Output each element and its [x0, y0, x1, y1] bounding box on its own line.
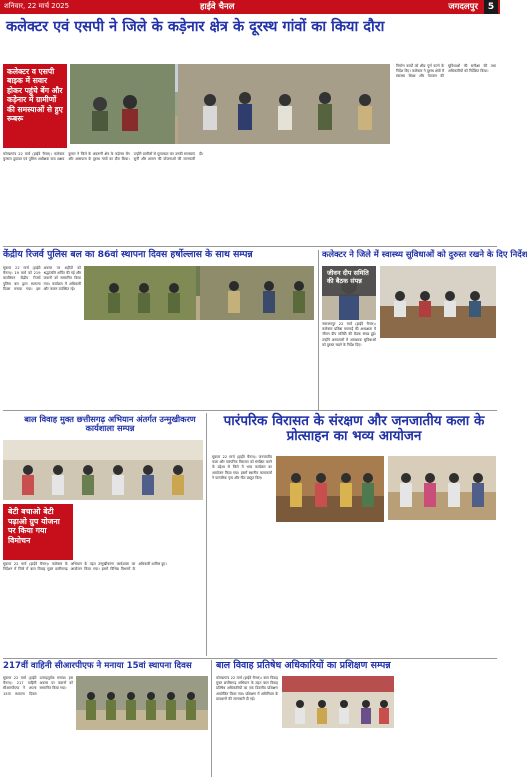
story2-body-continued	[84, 322, 314, 406]
story1-body: कोण्डागांव 22 मार्च (हाईवे चैनल)। कलेक्टर कुणाल दुदावत एवं पुलिस अधीक्षक वाय अक्षय कुमार ने जिले के अंदरूनी क्षेत्र के कड़ेनार बेंग और आसपास के दूरस्थ गांवों का दौरा किया। उन्होंने ग्रामीणों से मुलाकात कर उनकी समस्याएं सुनीं और शासन की योजनाओं की जानकारी दी।	[3, 152, 204, 162]
newspaper-name: हाईवे चैनल	[200, 2, 235, 12]
story5-body: सुकमा 22 मार्च (हाईवे चैनल)। जनजातीय कला और पारंपरिक विरासत को संरक्षित करने के उद्देश्य से जिले में भव्य कार्यक्रम का आयोजन किया गया। इसमें स्थानीय कलाकारों ने पारंपरिक नृत्य और गीत प्रस्तुत किए।	[212, 455, 272, 480]
story4-photo	[3, 440, 203, 500]
divider	[211, 660, 212, 777]
story6-photo	[76, 676, 208, 730]
story3-tag: जीवन दीप समिति की बैठक संपन्न	[322, 266, 376, 296]
divider	[3, 410, 497, 411]
story1-photo	[70, 64, 390, 144]
story7-photo	[282, 676, 394, 728]
story2-body: सुकमा 22 मार्च (हाईवे चैनल)। 19 मार्च को 219 बटालियन केंद्रीय रिजर्व पुलिस बल द्वारा स्थापना दिवस मनाया गया। इस अवसर पर शहीदों को श्रद्धांजलि अर्पित की गई और जवानों को सम्मानित किया गया। कार्यक्रम में अधिकारी और जवान उपस्थित रहे।	[3, 266, 81, 291]
story2-headline: केंद्रीय रिजर्व पुलिस बल का 86वां स्थापना दिवस हर्षोल्लास के साथ सम्पन्न	[3, 249, 253, 260]
story5-photo-guests	[388, 456, 496, 520]
divider	[3, 658, 497, 659]
story4-body-continued	[76, 504, 203, 560]
story3-photo-meeting	[380, 266, 496, 338]
story4-caption: बेटी बचाओ बेटी पढ़ाओ ग्रुप योजना पर किया गया विमोचन	[3, 504, 73, 560]
story4-headline: बाल विवाह मुक्त छत्तीसगढ़ अभियान अंतर्गत उन्मुखीकरण कार्यशाला सम्पन्न	[24, 414, 196, 434]
story1-headline: कलेक्टर एवं एसपी ने जिले के कड़ेनार क्षेत्र के दूरस्थ गांवों का किया दौरा	[6, 19, 385, 35]
story5-headline: पारंपरिक विरासत के संरक्षण और जनजातीय कला के प्रोत्साहन का भव्य आयोजन	[223, 413, 485, 444]
story3-body: नारायणपुर 22 मार्च (हाईवे चैनल)। कलेक्टर प्रतिष्ठा ममगाईं की अध्यक्षता में जीवन दीप समिति की बैठक संपन्न हुई। उन्होंने अस्पतालों में आवश्यक सुविधाओं को दुरुस्त रखने के निर्देश दिए।	[322, 322, 376, 347]
story7-headline: बाल विवाह प्रतिषेध अधिकारियों का प्रशिक्षण सम्पन्न	[216, 660, 391, 671]
story7-body-right	[398, 676, 496, 776]
story2-photo	[84, 266, 314, 320]
issue-date: शनिवार, 22 मार्च 2025	[4, 2, 70, 10]
story6-headline: 217वीं वाहिनी सीआरपीएफ ने मनाया 15वां स्थापना दिवस	[3, 661, 192, 671]
story6-body-continued	[76, 732, 208, 776]
story6-body: सुकमा 22 मार्च (हाईवे चैनल)। 217 वाहिनी सीआरपीएफ ने अपना 15वां स्थापना दिवस उत्साहपूर्वक मनाया। इस अवसर पर जवानों को सम्मानित किया गया।	[3, 676, 73, 696]
story1-sidebar-box: कलेक्टर व एसपी बाइक में सवार होकर पहुंचे बेंग और कड़ेनार में ग्रामीणों की समस्याओं से हुए रूबरू	[3, 64, 67, 148]
story5-photo-performers	[276, 456, 384, 522]
story7-body-continued	[282, 730, 394, 776]
story3-body-continued	[380, 340, 496, 410]
story1-right-column: निर्माण कार्यों को शीघ्र पूर्ण करने के निर्देश दिए। कलेक्टर ने दूरस्थ क्षेत्रों में स्वास्थ्य शिक्षा और पेयजल की सुविधाओं की समीक्षा की तथा अधिकारियों को निर्देशित किया।	[396, 64, 496, 79]
story3-headline: कलेक्टर ने जिले में स्वास्थ्य सुविधाओं को दुरुस्त रखने के दिए निर्देश	[322, 249, 527, 259]
divider	[318, 250, 319, 410]
masthead	[0, 0, 500, 14]
divider	[206, 413, 207, 656]
story4-body: सुकमा 22 मार्च (हाईवे चैनल)। कलेक्टर के निर्देशन में जिले में बाल विवाह मुक्त छत्तीसगढ़ अभियान के तहत उन्मुखीकरण कार्यशाला का आयोजन किया गया। इसमें विभिन्न विभागों के अधिकारी शामिल हुए।	[3, 562, 167, 572]
section-name: जगदलपुर	[448, 2, 478, 12]
divider	[3, 246, 497, 247]
story5-body-continued	[276, 525, 496, 655]
page-number: 5	[484, 0, 498, 14]
story7-body: कोण्डागांव 22 मार्च (हाईवे चैनल)। बाल विवाह मुक्त छत्तीसगढ़ अभियान के तहत बाल विवाह प्रतिषेध अधिकारियों का एक दिवसीय प्रशिक्षण आयोजित किया गया। प्रशिक्षण में अधिनियम के प्रावधानों की जानकारी दी गई।	[216, 676, 278, 701]
